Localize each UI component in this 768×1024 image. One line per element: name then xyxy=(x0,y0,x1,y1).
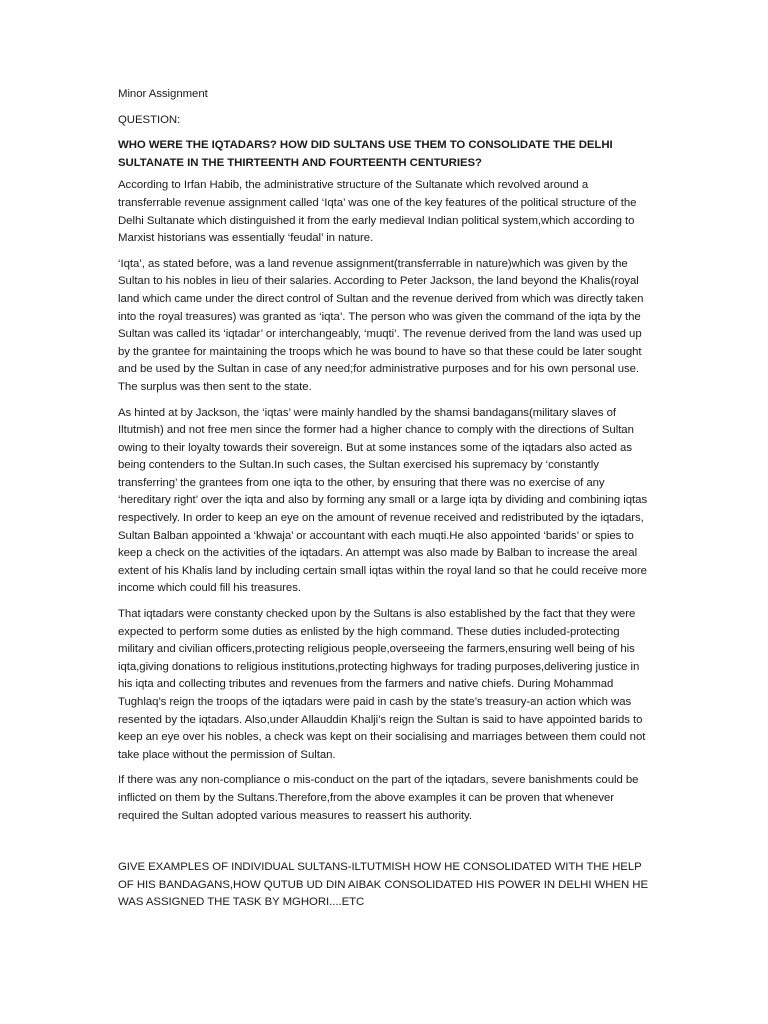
question-label: QUESTION: xyxy=(118,113,181,126)
document-title: Minor Assignment xyxy=(118,88,208,100)
assignment-note: GIVE EXAMPLES OF INDIVIDUAL SULTANS-ILTUTMISH HOW HE CONSOLIDATED WITH THE HELP OF HIS BANDAGANS,HOW QUTUB UD DIN AIBAK CONSOLIDATED HIS POWER IN DELHI WHEN HE WAS ASSIGNED THE TASK BY MGHORI....ETC xyxy=(118,861,648,909)
paragraph-iqtadar-duties: That iqtadars were constanty checked upon by the Sultans is also established by the fact that they were expected to perform some duties as enlisted by the high command. These duties included-protecting military and civilian officers,protecting religious people,overseeing the farmers,ensuring well being of his iqta,giving donations to religious institutions,protecting highways for trading purposes,delivering justice in his iqta and collecting tributes and revenues from the farmers and native chiefs. During Mohammad Tughlaq’s reign the troops of the iqtadars were paid in cash by the state’s treasury-an action which was resented by the iqtadars. Also,under Allauddin Khalji’s reign the Sultan is said to have appointed barids to keep an eye over his nobles, a check was kept on their socialising and marriages between them could not take place without the permission of Sultan. xyxy=(118,608,646,761)
paragraph-sultan-control: As hinted at by Jackson, the ‘iqtas’ were mainly handled by the shamsi bandagans(military slaves of Iltutmish) and not free men since the former had a higher chance to comply with the directions of Sultan owing to their loyalty towards their sovereign. But at some instances some of the iqtadars also acted as being contenders to the Sultan.In such cases, the Sultan exercised his supremacy by ‘constantly transferring’ the grantees from one iqta to the other, by ensuring that there was no exercise of any ‘hereditary right’ over the iqta and also by forming any small or a large iqta by dividing and combining iqtas respectively. In order to keep an eye on the amount of revenue received and redistributed by the iqtadars, Sultan Balban appointed a ‘khwaja’ or accountant with each muqti.He also appointed ‘barids’ or spies to keep a check on the activities of the iqtadars. An attempt was also made by Balban to increase the areal extent of his Khalis land by including certain small iqtas within the royal land so that he could receive more income which could fill his treasures. xyxy=(118,406,648,595)
paragraph-intro: According to Irfan Habib, the administrative structure of the Sultanate which revolved around a transferrable revenue assignment called ‘Iqta’ was one of the key features of the political structure of the Delhi Sultanate which distinguished it from the early medieval Indian political system,which according to Marxist historians was essentially ‘feudal’ in nature. xyxy=(118,179,637,245)
paragraph-conclusion: If there was any non-compliance o mis-conduct on the part of the iqtadars, severe banishments could be inflicted on them by the Sultans.Therefore,from the above examples it can be proven that whenever required the Sultan adopted various measures to reassert his authority. xyxy=(118,774,639,822)
question-heading: WHO WERE THE IQTADARS? HOW DID SULTANS USE THEM TO CONSOLIDATE THE DELHI SULTANATE IN THE THIRTEENTH AND FOURTEENTH CENTURIES? xyxy=(118,139,613,169)
section-spacer xyxy=(118,833,654,859)
paragraph-iqta-definition: ‘Iqta’, as stated before, was a land revenue assignment(transferrable in nature)which was given by the Sultan to his nobles in lieu of their salaries. According to Peter Jackson, the land beyond the Khalis(royal land which came under the direct control of Sultan and the revenue derived from which was directly taken into the royal treasures) was granted as ‘iqta’. The person who was given the command of the iqta by the Sultan was called its ‘iqtadar’ or interchangeably, ‘muqti’. The revenue derived from the land was used up by the grantee for maintaining the troops which he was bound to have so that these could be later sought and be used by the Sultan in case of any need;for administrative purposes and for his own personal use. The surplus was then sent to the state. xyxy=(118,257,644,393)
document-page xyxy=(118,86,654,912)
